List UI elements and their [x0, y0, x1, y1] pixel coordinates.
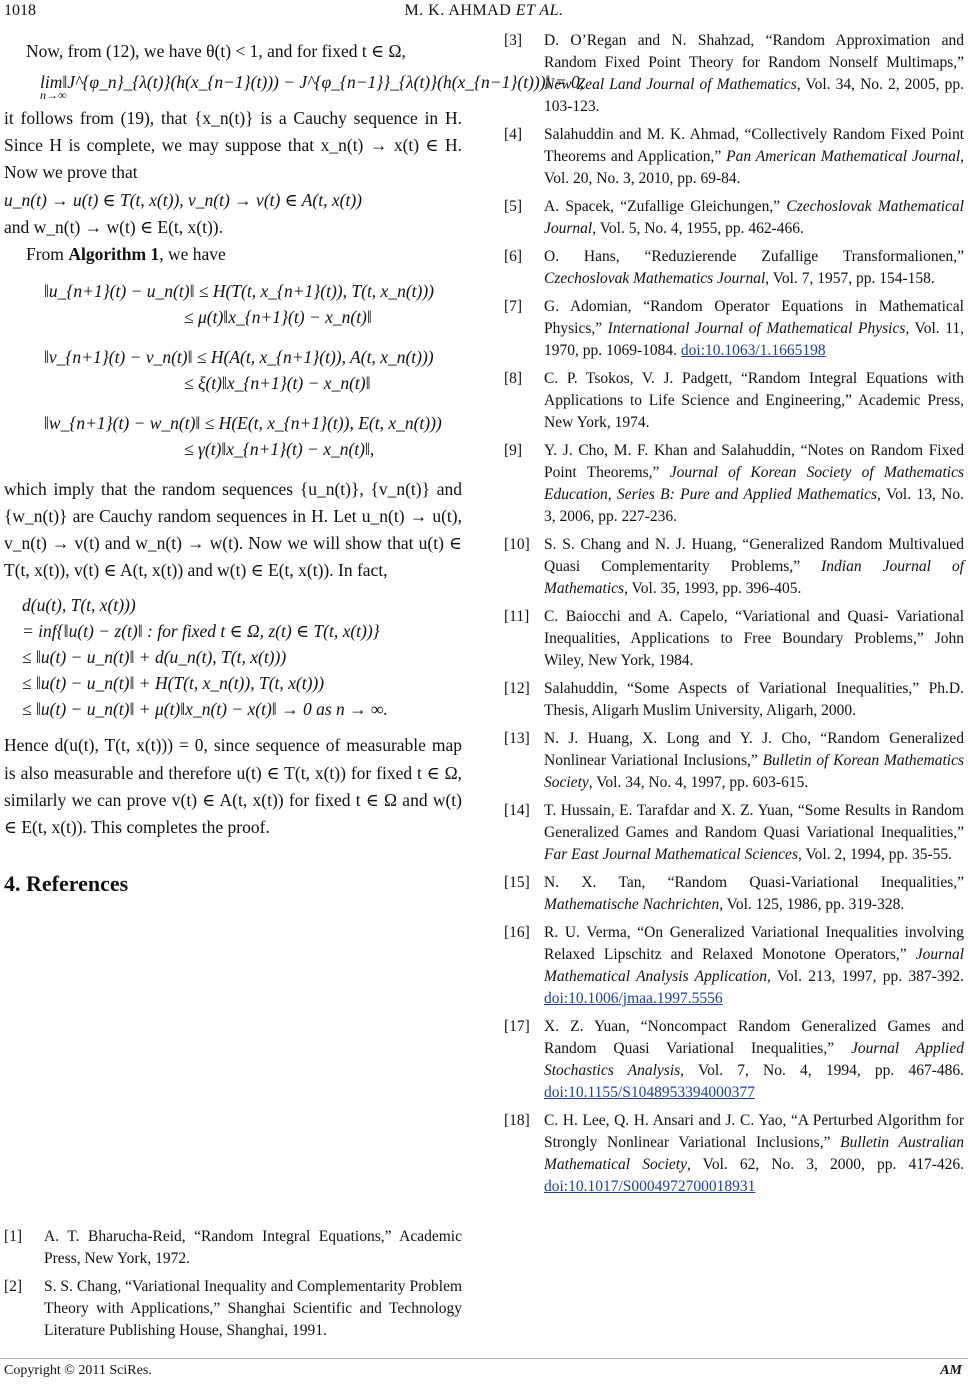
reference-number: [18]: [504, 1112, 530, 1129]
equation-d-line-1: d(u(t), T(t, x(t))): [22, 595, 136, 616]
page-header: [0, 2, 968, 24]
reference-text: C. H. Lee, Q. H. Ansari and J. C. Yao, “A Perturbed Algorithm for Strongly Nonlinear Variational Inclusions,” Bulletin Australian Mathematical Society, Vol. 62, No. 3, 2000, pp. 417-426. doi:10.1017/S0004972700018931: [544, 1112, 965, 1195]
reference-item: [504, 678, 964, 722]
reference-text: X. Z. Yuan, “Noncompact Random Generalized Games and Random Quasi Variational Inequalities,” Journal Applied Stochastics Analysis, Vol. 7, No. 4, 1994, pp. 467-486. doi:10.1155/S1048953394000377: [544, 1018, 964, 1101]
reference-journal: New Zeal Land Journal of Mathematics: [544, 76, 797, 93]
reference-item: [4, 1226, 462, 1270]
reference-journal: Pan American Mathematical Journal: [726, 148, 961, 165]
reference-text: A. Spacek, “Zufallige Gleichungen,” Czechoslovak Mathematical Journal, Vol. 5, No. 4, 1955, pp. 462-466.: [544, 198, 964, 237]
reference-text: Y. J. Cho, M. F. Khan and Salahuddin, “Notes on Random Fixed Point Theorems,” Journal of Korean Society of Mathematics Education, Series B: Pure and Applied Mathematics, Vol. 13, No. 3, 2006, pp. 227-236.: [544, 442, 964, 525]
reference-item: [504, 872, 964, 916]
reference-doi-link[interactable]: doi:10.1006/jmaa.1997.5556: [544, 990, 723, 1007]
reference-number: [12]: [504, 680, 530, 697]
references-list-right: [504, 30, 964, 1204]
reference-journal: Bulletin of Korean Mathematics Society: [544, 752, 965, 791]
reference-item: [504, 440, 964, 528]
reference-journal: Journal Mathematical Analysis Application: [544, 946, 964, 985]
reference-text: R. U. Verma, “On Generalized Variational Inequalities involving Relaxed Lipschitz and Relaxed Monotone Operators,” Journal Mathematical Analysis Application, Vol. 213, 1997, pp. 387-392. doi:10.1006/jmaa.1997.5556: [544, 924, 964, 1007]
reference-item: [504, 296, 964, 362]
reference-text: C. P. Tsokos, V. J. Padgett, “Random Integral Equations with Applications to Life Science and Engineering,” Academic Press, New York, 1974.: [544, 370, 964, 431]
paragraph-1: Now, from (12), we have θ(t) < 1, and for fixed t ∈ Ω,: [26, 41, 406, 61]
paragraph-5-post: , we have: [159, 243, 226, 264]
references-list-left: [4, 1226, 462, 1348]
reference-text: N. J. Huang, X. Long and Y. J. Cho, “Random Generalized Nonlinear Variational Inclusions,” Bulletin of Korean Mathematics Society, Vol. 34, No. 4, 1997, pp. 603-615.: [544, 730, 965, 791]
equation-block-v: [4, 344, 462, 396]
reference-journal: Bulletin Australian Mathematical Society: [544, 1134, 964, 1173]
reference-item: [4, 1276, 462, 1342]
equation-block-u: [4, 278, 462, 330]
paragraph-2: it follows from (19), that {x_n(t)} is a Cauchy sequence in H. Since H is complete, we may suppose that x_n(t) → x(t) ∈ H. Now we prove that: [4, 108, 462, 183]
section-heading-references: 4. References: [4, 870, 129, 896]
equation-w-line-1: ‖w_{n+1}(t) − w_n(t)‖ ≤ H(E(t, x_{n+1}(t)), E(t, x_n(t))): [44, 412, 442, 433]
paragraph-4: and w_n(t) → w(t) ∈ E(t, x(t)).: [4, 216, 224, 237]
paragraph-5-pre: From: [26, 243, 69, 264]
reference-number: [3]: [504, 32, 523, 49]
reference-text: N. X. Tan, “Random Quasi-Variational Inequalities,” Mathematische Nachrichten, Vol. 125, 1986, pp. 319-328.: [544, 874, 964, 913]
reference-text: S. S. Chang, “Variational Inequality and Complementarity Problem Theory with Applications,” Shanghai Scientific and Technology Literature Publishing House, Shanghai, 1991.: [44, 1278, 462, 1339]
equation-limit-subscript: n→∞: [40, 88, 67, 103]
reference-item: [504, 728, 964, 794]
reference-item: [504, 30, 964, 118]
equation-d-line-5: ≤ ‖u(t) − u_n(t)‖ + μ(t)‖x_n(t) − x(t)‖ → 0 as n → ∞.: [22, 699, 388, 720]
reference-journal: Journal of Korean Society of Mathematics Education, Series B: Pure and Applied Mathematics: [544, 464, 964, 503]
reference-journal: Far East Journal Mathematical Sciences: [544, 846, 798, 863]
equation-d-line-3: ≤ ‖u(t) − u_n(t)‖ + d(u_n(t), T(t, x(t))): [22, 647, 287, 668]
reference-text: C. Baiocchi and A. Capelo, “Variational and Quasi- Variational Inequalities, Applications to Free Boundary Problems,” John Wiley, New York, 1984.: [544, 608, 964, 669]
reference-doi-link[interactable]: doi:10.1017/S0004972700018931: [544, 1178, 756, 1195]
algorithm-ref: Algorithm 1: [68, 243, 160, 264]
paragraph-3: u_n(t) → u(t) ∈ T(t, x(t)), v_n(t) → v(t) ∈ A(t, x(t)): [4, 189, 362, 210]
reference-number: [13]: [504, 730, 530, 747]
reference-number: [1]: [4, 1228, 23, 1245]
reference-number: [8]: [504, 370, 523, 387]
reference-text: A. T. Bharucha-Reid, “Random Integral Equations,” Academic Press, New York, 1972.: [44, 1228, 462, 1267]
reference-journal: Mathematische Nachrichten: [544, 896, 720, 913]
page-footer: [0, 1358, 968, 1381]
reference-text: Salahuddin and M. K. Ahmad, “Collectively Random Fixed Point Theorems and Application,” Pan American Mathematical Journal, Vol. 20, No. 3, 2010, pp. 69-84.: [544, 126, 964, 187]
equation-v-line-1: ‖v_{n+1}(t) − v_n(t)‖ ≤ H(A(t, x_{n+1}(t)), A(t, x_n(t))): [44, 346, 434, 367]
equation-v-line-2: ≤ ξ(t)‖x_{n+1}(t) − x_n(t)‖: [184, 372, 371, 393]
reference-journal: Czechoslovak Mathematical Journal: [544, 198, 964, 237]
reference-journal: Czechoslovak Mathematics Journal: [544, 270, 766, 287]
running-title: [0, 2, 968, 20]
equation-u-line-2: ≤ μ(t)‖x_{n+1}(t) − x_n(t)‖: [184, 306, 372, 327]
equation-d-line-4: ≤ ‖u(t) − u_n(t)‖ + H(T(t, x_n(t)), T(t, x(t))): [22, 673, 325, 694]
reference-item: [504, 1016, 964, 1104]
reference-doi-link[interactable]: doi:10.1155/S1048953394000377: [544, 1084, 755, 1101]
reference-number: [10]: [504, 536, 530, 553]
reference-text: T. Hussain, E. Tarafdar and X. Z. Yuan, “Some Results in Random Generalized Games and Random Quasi Variational Inequalities,” Far East Journal Mathematical Sciences, Vol. 2, 1994, pp. 35-55.: [544, 802, 964, 863]
reference-item: [504, 246, 964, 290]
page-number: 1018: [4, 2, 36, 19]
reference-text: Salahuddin, “Some Aspects of Variational Inequalities,” Ph.D. Thesis, Aligarh Muslim University, Aligarh, 2000.: [544, 680, 964, 719]
reference-item: [504, 606, 964, 672]
reference-number: [17]: [504, 1018, 530, 1035]
reference-number: [16]: [504, 924, 530, 941]
paragraph-6: which imply that the random sequences {u_n(t)}, {v_n(t)} and {w_n(t)} are Cauchy random sequences in H. Let u_n(t) → u(t), v_n(t) → v(t) and w_n(t) → w(t). Now we will show that u(t) ∈ T(t, x(t)), v(t) ∈ A(t, x(t)) and w(t) ∈ E(t, x(t)). In fact,: [4, 478, 462, 581]
copyright-notice: Copyright © 2011 SciRes.: [4, 1363, 152, 1378]
paragraph-5: [4, 241, 462, 268]
reference-number: [7]: [504, 298, 523, 315]
paragraph-7: Hence d(u(t), T(t, x(t))) = 0, since sequence of measurable map is also measurable and therefore u(t) ∈ T(t, x(t)) for fixed t ∈ Ω, similarly we can prove v(t) ∈ A(t, x(t)) for fixed t ∈ Ω and w(t) ∈ E(t, x(t)). This completes the proof.: [4, 735, 462, 837]
reference-item: [504, 196, 964, 240]
running-title-et-al: ET AL.: [515, 2, 564, 19]
reference-item: [504, 1110, 964, 1198]
reference-item: [504, 124, 964, 190]
reference-number: [5]: [504, 198, 523, 215]
equation-limit-line: lim‖J^{φ_n}_{λ(t)}(h(x_{n−1}(t))) − J^{φ_{n−1}}_{λ(t)}(h(x_{n−1}(t)))‖ = 0,: [40, 72, 585, 93]
reference-number: [14]: [504, 802, 530, 819]
reference-journal: Journal Applied Stochastics Analysis: [544, 1040, 964, 1079]
reference-doi-link[interactable]: doi:10.1063/1.1665198: [680, 342, 826, 359]
reference-number: [6]: [504, 248, 523, 265]
reference-text: O. Hans, “Reduzierende Zufallige Transformalionen,” Czechoslovak Mathematics Journal, Vol. 7, 1957, pp. 154-158.: [544, 248, 964, 287]
reference-text: S. S. Chang and N. J. Huang, “Generalized Random Multivalued Quasi Complementarity Problems,” Indian Journal of Mathematics, Vol. 35, 1993, pp. 396-405.: [544, 536, 965, 597]
equation-w-line-2: ≤ γ(t)‖x_{n+1}(t) − x_n(t)‖,: [184, 438, 375, 459]
reference-number: [9]: [504, 442, 523, 459]
equation-u-line-1: ‖u_{n+1}(t) − u_n(t)‖ ≤ H(T(t, x_{n+1}(t)), T(t, x_n(t))): [44, 280, 434, 301]
reference-journal: International Journal of Mathematical Physics: [607, 320, 906, 337]
reference-item: [504, 534, 964, 600]
equation-d-line-2: = inf{‖u(t) − z(t)‖ : for fixed t ∈ Ω, z(t) ∈ T(t, x(t))}: [22, 621, 380, 642]
running-title-authors: M. K. AHMAD: [404, 2, 512, 19]
equation-block-distance: [4, 592, 462, 722]
reference-journal: Indian Journal of Mathematics: [544, 558, 965, 597]
equation-block-w: [4, 410, 462, 462]
journal-abbrev: AM: [940, 1363, 962, 1378]
reference-number: [2]: [4, 1278, 23, 1295]
reference-item: [504, 368, 964, 434]
reference-text: D. O’Regan and N. Shahzad, “Random Approximation and Random Fixed Point Theory for Random Nonself Multimaps,” New Zeal Land Journal of Mathematics, Vol. 34, No. 2, 2005, pp. 103-123.: [544, 32, 965, 115]
reference-number: [11]: [504, 608, 530, 625]
reference-item: [504, 800, 964, 866]
reference-number: [4]: [504, 126, 523, 143]
reference-item: [504, 922, 964, 1010]
reference-number: [15]: [504, 874, 530, 891]
equation-limit: [4, 69, 585, 103]
reference-text: G. Adomian, “Random Operator Equations in Mathematical Physics,” International Journal of Mathematical Physics, Vol. 11, 1970, pp. 1069-1084. doi:10.1063/1.1665198: [544, 298, 964, 359]
